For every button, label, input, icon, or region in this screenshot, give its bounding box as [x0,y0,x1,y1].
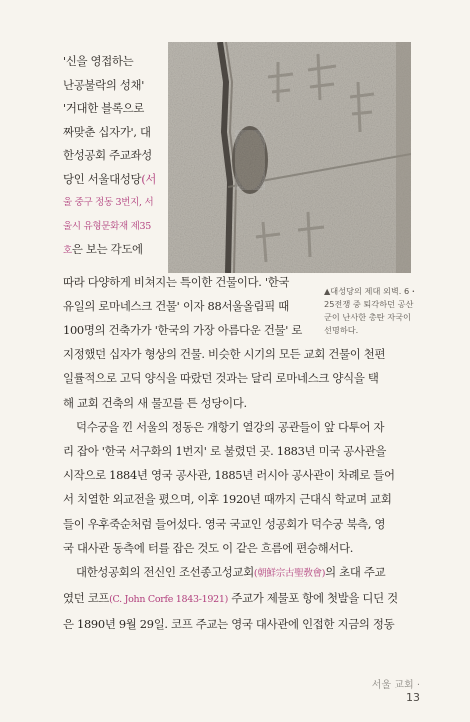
body-text-span: 의 초대 주교 [325,565,386,580]
intro-line: 한성공회 주교좌성 [63,148,152,162]
address-open-paren: (서 [141,171,157,186]
hanja-name: (朝鮮宗古聖敎會) [253,568,326,580]
body-line: 들이 우후죽순처럼 들어섰다. 영국 국교인 성공회가 덕수궁 북측, 영 [63,516,386,531]
intro-line: 난공불락의 성채' [63,77,145,92]
body-line: 리 잡아 '한국 서구화의 1번지' 로 불렸던 곳. 1883년 미국 공사관을 [63,444,387,459]
body-line: 따라 다양하게 비쳐지는 특이한 건물이다. '한국 [63,275,290,289]
intro-line: 짜맞춘 십자가', 대 [63,124,151,139]
intro-column [63,50,167,263]
body-line: 유일의 로마네스크 건물' 이자 88서울올림픽 때 [63,299,289,314]
address-line: 울 중구 정동 3번지, 서 [63,197,154,208]
body-line [63,586,420,612]
intro-line [63,168,167,192]
intro-line: '신을 영접하는 [63,54,134,68]
body-line: 국 대사관 동측에 터를 잡은 것도 이 같은 흐름에 편승해서다. [63,540,354,555]
page-footer [356,676,420,704]
body-line: 100명의 건축가가 '한국의 가장 아름다운 건물' 로 [63,323,303,337]
body-text-span: 주교가 제물포 항에 첫발을 디딘 것 [228,591,398,606]
address-line: 울시 유형문화재 제35 [63,220,151,232]
body-line: 덕수궁을 낀 서울의 정동은 개항기 열강의 공관들이 앞 다투어 자 [76,419,385,434]
body-line: 서 치열한 외교전을 폈으며, 이후 1920년 때까지 근대식 학교며 교회 [63,492,392,507]
intro-line-text: 당인 서울대성당 [63,171,142,186]
address-tail: 호 [63,245,72,256]
body-line: 지정했던 십자가 형상의 건물. 비슷한 시기의 모든 교회 건물이 천편 [63,347,386,362]
triangle-marker-icon: ▲ [324,286,331,296]
intro-line-text: 은 보는 각도에 [71,242,143,256]
footer-separator: · [416,680,420,691]
running-footer-label: 서울 교회 [371,680,414,691]
body-text-span: 대한성공회의 전신인 조선종고성교회 [76,565,254,580]
body-line: 시작으로 1884년 영국 공사관, 1885년 러시아 공사관이 차례로 들어 [63,468,395,483]
body-line: 해 교회 건축의 새 물꼬를 튼 성당이다. [63,395,247,410]
body-line: 은 1890년 9월 29일. 코프 주교는 영국 대사관에 인접한 지금의 정동 [63,617,395,632]
stone-wall-image [168,42,411,273]
english-name: (C. John Corfe 1843-1921) [109,594,229,606]
page-number: 13 [406,691,420,704]
body-line [63,560,420,586]
intro-line: '거대한 블록으로 [63,101,145,115]
caption-text: 자국이 선명하다. [324,312,411,335]
caption-text: 대성당의 제대 외벽. 6・25전쟁 [324,286,418,309]
cathedral-wall-photo [168,42,411,273]
caption-text: 중 퇴각하던 공산군이 난사한 총탄 [324,299,414,322]
body-text-span: 였던 코프 [63,591,110,606]
intro-line [63,238,167,263]
body-line: 일률적으로 고딕 양식을 따랐던 것과는 달리 로마네스크 양식을 택 [63,371,379,386]
main-body-text [63,318,420,637]
body-lines-beside-caption [63,270,321,318]
